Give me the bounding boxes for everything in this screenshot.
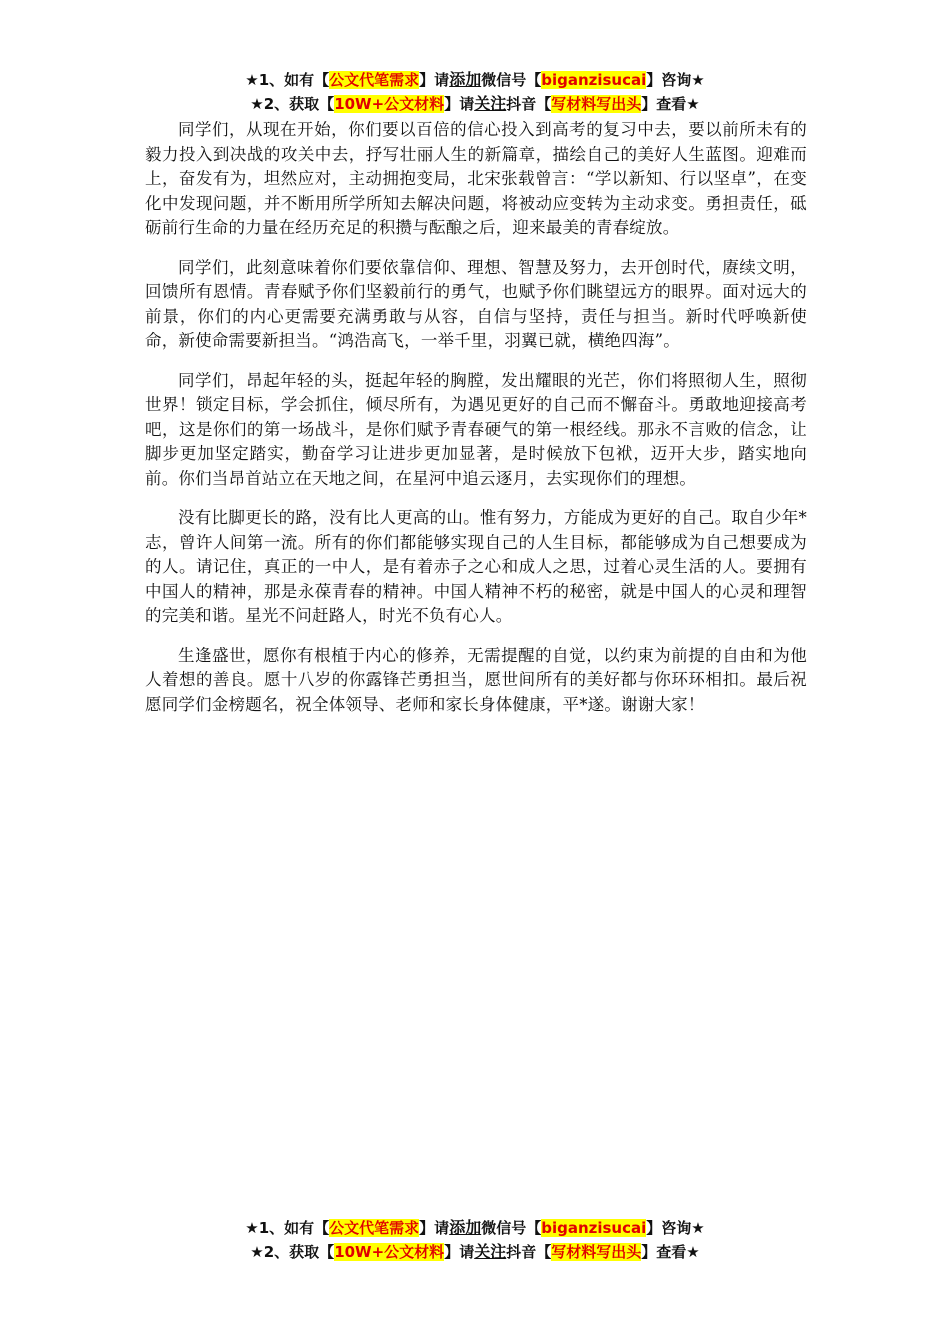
body-paragraph: 没有比脚更长的路，没有比人更高的山。惟有努力，方能成为更好的自己。取自少年*志，曾许人间第一流。所有的你们都能够实现自己的人生目标，都能够成为自己想要成为的人。请记住，真正的一中人，是有着赤子之心和成人之思，过着心灵生活的人。要拥有中国人的精神，那是永葆青春的精神。中国人精神不朽的秘密，就是中国人的心灵和理智的完美和谐。星光不问赶路人，时光不负有心人。	[145, 508, 807, 625]
document-body	[145, 118, 807, 732]
body-paragraph: 同学们，昂起年轻的头，挺起年轻的胸膛，发出耀眼的光芒，你们将照彻人生，照彻世界！锁定目标，学会抓住，倾尽所有，为遇见更好的自己而不懈奋斗。勇敢地迎接高考吧，这是你们的第一场战斗，是你们赋予青春硬气的第一根经线。那永不言败的信念，让脚步更加坚定踏实，勤奋学习让进步更加显著，是时候放下包袱，迈开大步，踏实地向前。你们当昂首站立在天地之间，在星河中追云逐月，去实现你们的理想。	[145, 370, 807, 488]
underlined-keyword: 关注	[474, 1242, 507, 1261]
banner-text: 抖音【	[506, 1243, 552, 1261]
underlined-keyword: 添加	[449, 70, 482, 89]
banner-text: 抖音【	[506, 95, 552, 113]
banner-text: ★1、如有【	[245, 71, 330, 89]
header-banner	[0, 68, 950, 116]
body-paragraph: 生逢盛世，愿你有根植于内心的修养，无需提醒的自觉，以约束为前提的自由和为他人着想的善良。愿十八岁的你露锋芒勇担当，愿世间所有的美好都与你环环相扣。最后祝愿同学们金榜题名，祝全体领导、老师和家长身体健康，平*遂。谢谢大家！	[145, 645, 807, 714]
banner-line-1	[0, 68, 950, 92]
highlight-service: 公文代笔需求	[329, 71, 420, 89]
highlight-douyin-account: 写材料写出头	[551, 95, 642, 113]
underlined-keyword: 添加	[449, 1218, 482, 1237]
banner-text: 】请	[444, 1243, 475, 1261]
banner-text: ★2、获取【	[250, 95, 335, 113]
banner-text: 微信号【	[481, 71, 542, 89]
highlight-service: 公文代笔需求	[329, 1219, 420, 1237]
highlight-wechat-id: biganzisucai	[541, 1219, 647, 1237]
banner-text: ★1、如有【	[245, 1219, 330, 1237]
body-paragraph: 同学们，从现在开始，你们要以百倍的信心投入到高考的复习中去，要以前所未有的毅力投入到决战的攻关中去，抒写壮丽人生的新篇章，描绘自己的美好人生蓝图。迎难而上，奋发有为，坦然应对，主动拥抱变局，北宋张载曾言：“学以新知、行以坚卓”，在变化中发现问题，并不断用所学所知去解决问题，将被动应变转为主动求变。勇担责任，砥砺前行生命的力量在经历充足的积攒与酝酿之后，迎来最美的青春绽放。	[145, 120, 807, 237]
banner-line-2	[0, 1240, 950, 1264]
banner-text: 】查看★	[641, 95, 700, 113]
banner-text: 】请	[419, 71, 450, 89]
footer-banner	[0, 1216, 950, 1264]
body-paragraph: 同学们，此刻意味着你们要依靠信仰、理想、智慧及努力，去开创时代，赓续文明，回馈所有恩情。青春赋予你们坚毅前行的勇气，也赋予你们眺望远方的眼界。面对远大的前景，你们的内心更需要充满勇敢与从容，自信与坚持，责任与担当。新时代呼唤新使命，新使命需要新担当。“鸿浩高飞，一举千里，羽翼已就，横绝四海”。	[145, 257, 807, 350]
banner-text: ★2、获取【	[250, 1243, 335, 1261]
banner-text: 】请	[419, 1219, 450, 1237]
highlight-materials: 10W+公文材料	[334, 95, 445, 113]
banner-line-1	[0, 1216, 950, 1240]
banner-line-2	[0, 92, 950, 116]
banner-text: 】咨询★	[646, 1219, 705, 1237]
highlight-wechat-id: biganzisucai	[541, 71, 647, 89]
underlined-keyword: 关注	[474, 94, 507, 113]
banner-text: 】查看★	[641, 1243, 700, 1261]
highlight-materials: 10W+公文材料	[334, 1243, 445, 1261]
banner-text: 】请	[444, 95, 475, 113]
banner-text: 】咨询★	[646, 71, 705, 89]
banner-text: 微信号【	[481, 1219, 542, 1237]
highlight-douyin-account: 写材料写出头	[551, 1243, 642, 1261]
